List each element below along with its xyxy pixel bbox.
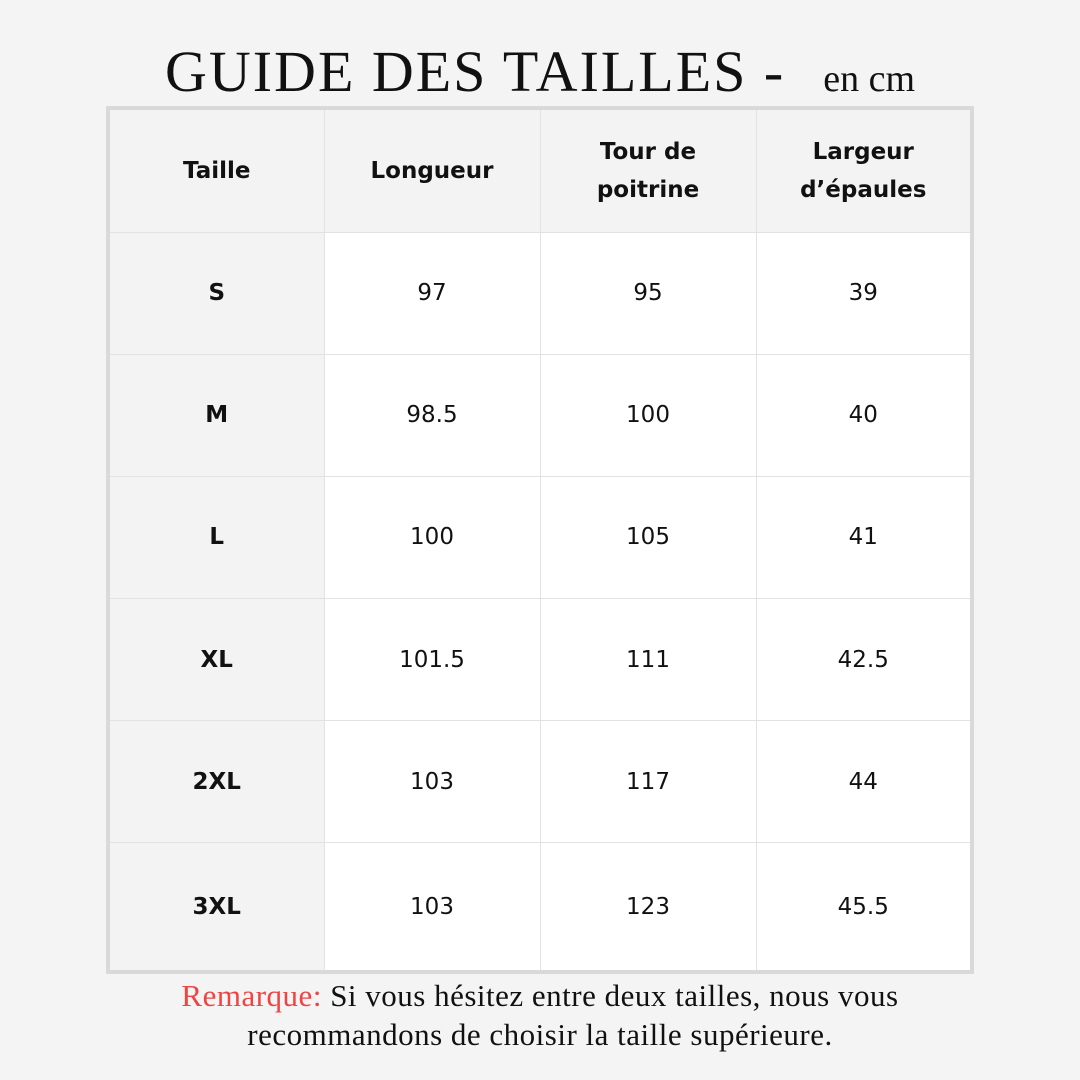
measurement-cell: 42.5 [756,599,972,721]
measurement-cell: 98.5 [324,354,540,476]
note-text-line2: recommandons de choisir la taille supérieure. [247,1017,833,1052]
measurement-cell: 40 [756,354,972,476]
measurement-cell: 111 [540,599,756,721]
measurement-cell: 100 [324,476,540,598]
note-label: Remarque: [181,978,322,1013]
title-main: GUIDE DES TAILLES - [164,39,786,104]
column-header: Largeur d’épaules [756,108,972,232]
measurement-cell: 123 [540,843,756,972]
table-row [108,721,972,843]
table-header-row [108,108,972,232]
size-cell: S [108,232,324,354]
measurement-cell: 44 [756,721,972,843]
size-cell: XL [108,599,324,721]
measurement-cell: 117 [540,721,756,843]
size-table [106,106,974,974]
table-row [108,476,972,598]
measurement-cell: 95 [540,232,756,354]
column-header: Taille [108,108,324,232]
measurement-cell: 41 [756,476,972,598]
measurement-cell: 97 [324,232,540,354]
column-header: Tour de poitrine [540,108,756,232]
size-cell: M [108,354,324,476]
size-cell: L [108,476,324,598]
table-row [108,232,972,354]
size-cell: 2XL [108,721,324,843]
title-unit: en cm [823,58,916,100]
measurement-cell: 45.5 [756,843,972,972]
measurement-cell: 101.5 [324,599,540,721]
table-row [108,843,972,972]
measurement-cell: 100 [540,354,756,476]
measurement-cell: 103 [324,721,540,843]
note [0,976,1080,1054]
page-title [0,38,1080,105]
size-cell: 3XL [108,843,324,972]
measurement-cell: 105 [540,476,756,598]
measurement-cell: 39 [756,232,972,354]
measurement-cell: 103 [324,843,540,972]
column-header: Longueur [324,108,540,232]
note-text-line1: Si vous hésitez entre deux tailles, nous vous [330,978,899,1013]
table-row [108,354,972,476]
table-row [108,599,972,721]
